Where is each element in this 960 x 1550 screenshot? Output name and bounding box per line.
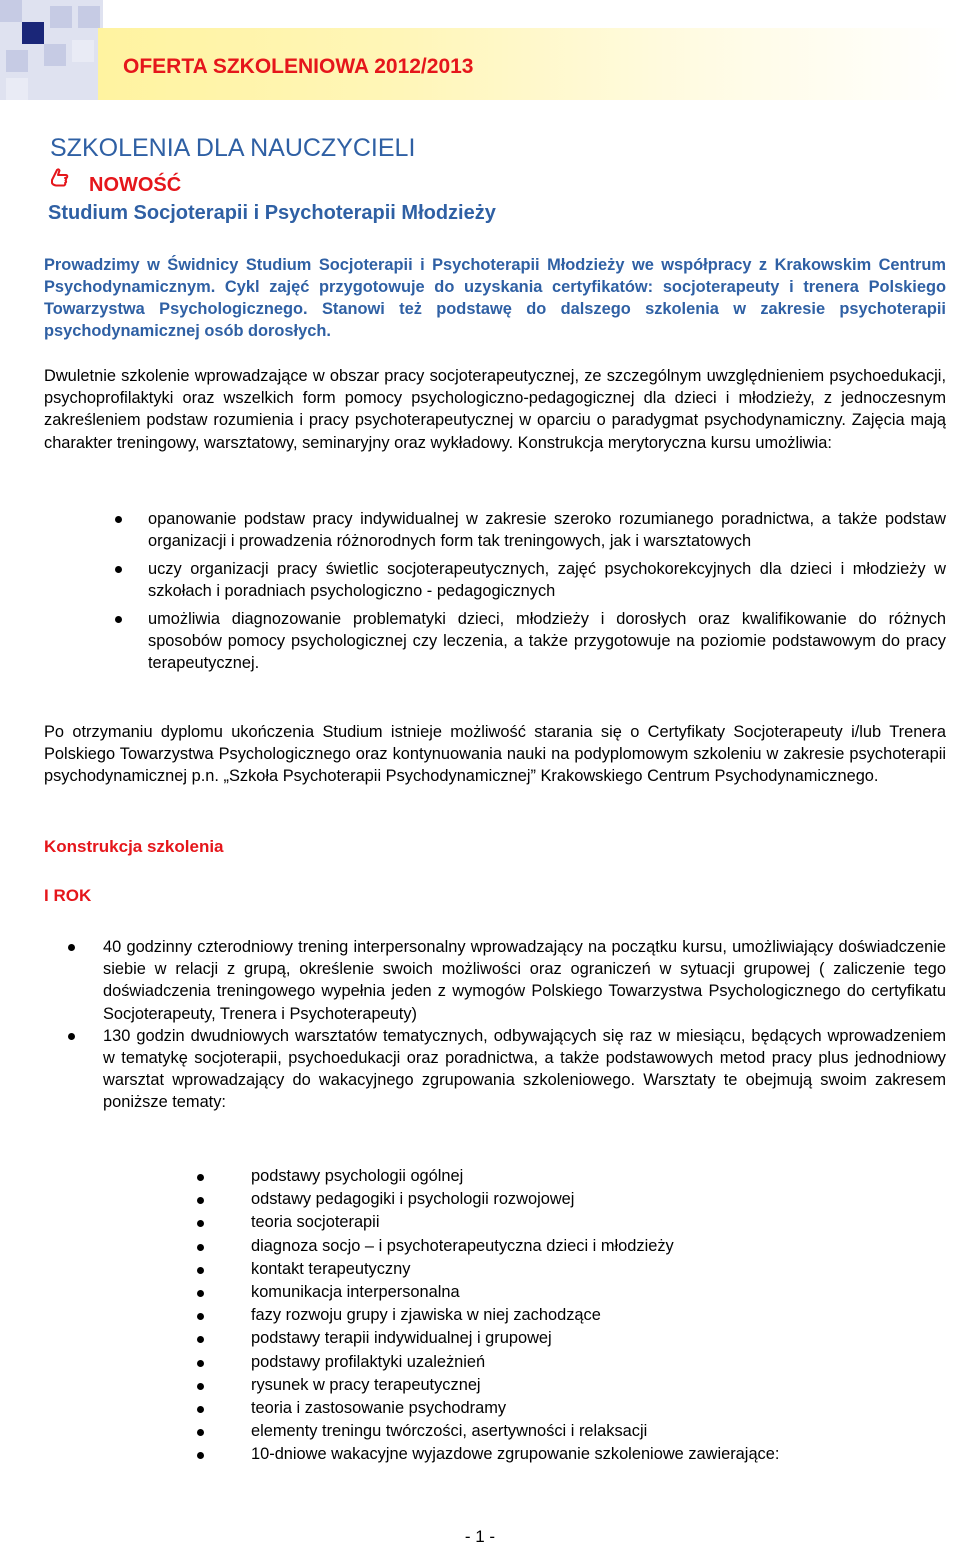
- list-item: umożliwia diagnozowanie problematyki dzieci, młodzieży i dorosłych oraz kwalifikowanie do różnych sposobów pomocy psychologicznej czy leczenia, a także przygotowuje na poziomie podstawowym do pracy terapeutycznej.: [148, 610, 946, 672]
- topics-list: [251, 1165, 946, 1467]
- list-item: rysunek w pracy terapeutycznej: [251, 1374, 946, 1397]
- deco-square: [50, 6, 72, 28]
- deco-square: [0, 0, 22, 22]
- deco-square: [44, 44, 66, 66]
- list-item: 40 godzinny czterodniowy trening interpersonalny wprowadzający na początku kursu, umożliwiający doświadczenie siebie w relacji z grupą, określenie swoich możliwości oraz ograniczeń w sytuacji grupowej ( zaliczenie tego doświadczenia treningowego wypełnia jeden z wymogów Polskiego Towarzystwa Psychologicznego do certyfikatu Socjoterapeuty, Trenera i Psychoterapeuty): [103, 936, 946, 1025]
- new-badge: NOWOŚĆ: [89, 174, 182, 196]
- year-items-list: [103, 936, 946, 1114]
- list-item: 10-dniowe wakacyjne wyjazdowe zgrupowanie szkoleniowe zawierające:: [251, 1443, 946, 1466]
- list-item: kontakt terapeutyczny: [251, 1258, 946, 1281]
- section-title: SZKOLENIA DLA NAUCZYCIELI: [50, 134, 416, 162]
- list-item: fazy rozwoju grupy i zjawiska w niej zachodzące: [251, 1304, 946, 1327]
- intro-paragraph: Prowadzimy w Świdnicy Studium Socjoterapii i Psychoterapii Młodzieży we współpracy z Krakowskim Centrum Psychodynamicznym. Cykl zajęć przygotowuje do uzyskania certyfikatów: socjoterapeuty i trenera Polskiego Towarzystwa Psychologicznego. Stanowi też podstawę do dalszego szkolenia w zakresie psychoterapii psychodynamicznej osób dorosłych.: [44, 256, 946, 340]
- year-heading: I ROK: [44, 886, 92, 905]
- deco-square: [72, 40, 94, 62]
- list-item: uczy organizacji pracy świetlic socjoterapeutycznych, zajęć psychokorekcyjnych dla dzieci i młodzieży w szkołach i poradniach psychologiczno - pedagogicznych: [148, 560, 946, 600]
- list-item: odstawy pedagogiki i psychologii rozwojowej: [251, 1188, 946, 1211]
- list-item: komunikacja interpersonalna: [251, 1281, 946, 1304]
- deco-square-navy: [22, 22, 44, 44]
- pointing-hand-icon: [47, 166, 73, 192]
- list-item: podstawy terapii indywidualnej i grupowej: [251, 1327, 946, 1350]
- list-item: diagnoza socjo – i psychoterapeutyczna dzieci i młodzieży: [251, 1235, 946, 1258]
- list-item: podstawy psychologii ogólnej: [251, 1165, 946, 1188]
- benefits-list: [148, 508, 946, 680]
- list-item: teoria i zastosowanie psychodramy: [251, 1397, 946, 1420]
- description-paragraph: Dwuletnie szkolenie wprowadzające w obszar pracy socjoterapeutycznej, ze szczególnym uwzględnieniem psychoedukacji, psychoprofilaktyki oraz wszelkich form pomocy psychologiczno-pedagogicznej dla dzieci i młodzieży, z jednoczesnym zakreśleniem podstaw rozumienia i pracy psychoterapeutycznej w oparciu o paradygmat psychodynamiczny. Zajęcia mają charakter treningowy, warsztatowy, seminaryjny oraz wykładowy. Konstrukcja merytoryczna kursu umożliwia:: [44, 367, 946, 452]
- deco-square: [6, 50, 28, 72]
- header-decoration: [0, 0, 960, 100]
- list-item: 130 godzin dwudniowych warsztatów tematycznych, odbywających się raz w miesiącu, będących wprowadzeniem w tematykę socjoterapii, psychoedukacji oraz poradnictwa, a także podstawowych metod pracy plus jednodniowy warsztat wprowadzający do wakacyjnego zgrupowania szkoleniowego. Warsztaty te obejmują swoim zakresem poniższe tematy:: [103, 1025, 946, 1114]
- page-number: - 1 -: [464, 1527, 496, 1546]
- list-item: elementy treningu twórczości, asertywności i relaksacji: [251, 1420, 946, 1443]
- list-item: opanowanie podstaw pracy indywidualnej w zakresie szeroko rozumianego poradnictwa, a także podstaw organizacji i prowadzenia różnorodnych form tak treningowych, jak i warsztatowych: [148, 510, 946, 550]
- list-item: podstawy profilaktyki uzależnień: [251, 1351, 946, 1374]
- deco-square: [6, 78, 28, 100]
- structure-heading: Konstrukcja szkolenia: [44, 837, 224, 856]
- deco-square: [78, 6, 100, 28]
- certification-paragraph: Po otrzymaniu dyplomu ukończenia Studium istnieje możliwość starania się o Certyfikaty Socjoterapeuty i/lub Trenera Polskiego Towarzystwa Psychologicznego oraz kontynuowania nauki na podyplomowym szkoleniu w zakresie psychoterapii psychodynamicznej p.n. „Szkoła Psychoterapii Psychodynamicznej” Krakowskiego Centrum Psychodynamicznego.: [44, 723, 946, 786]
- study-title: Studium Socjoterapii i Psychoterapii Młodzieży: [48, 202, 496, 224]
- list-item: teoria socjoterapii: [251, 1211, 946, 1234]
- offer-title: OFERTA SZKOLENIOWA 2012/2013: [123, 55, 474, 78]
